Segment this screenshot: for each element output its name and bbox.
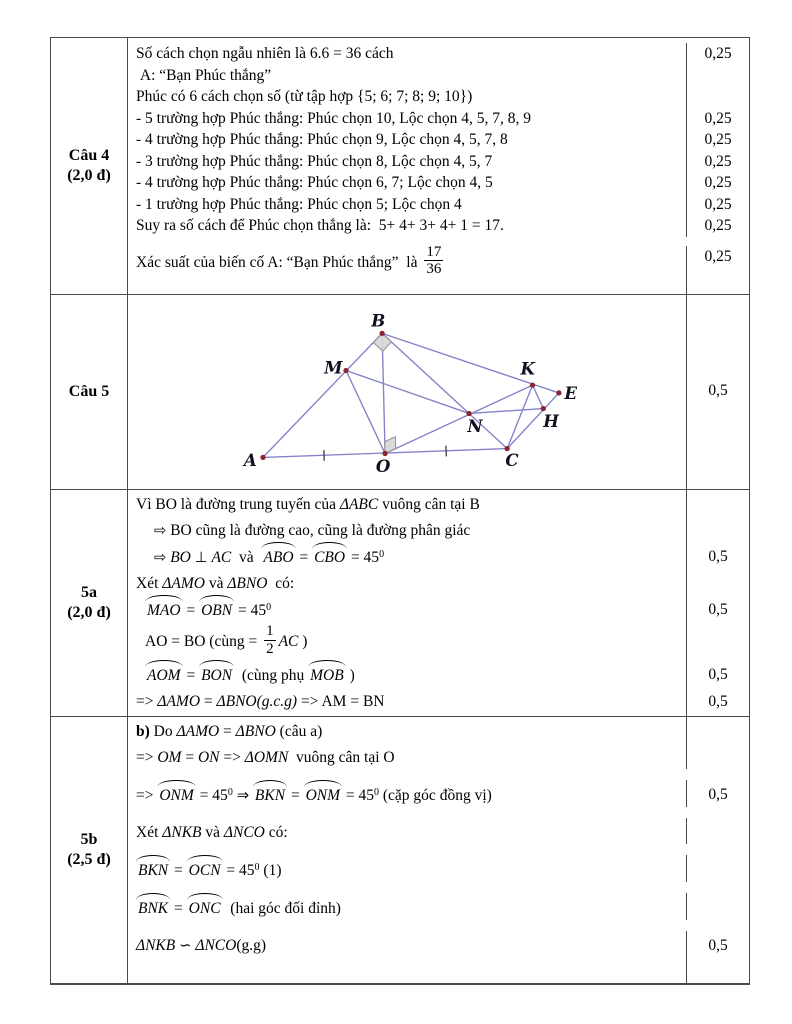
text-token: (hai góc đối đỉnh) (222, 899, 341, 917)
point-value: 0,5 (686, 780, 749, 807)
point-value (686, 893, 749, 920)
math-symbol: ∽ (179, 936, 192, 954)
angle-hat: ABO (261, 545, 295, 569)
point-label-A: A (243, 450, 257, 471)
question-label: Câu 4 (68, 147, 110, 164)
line-text (128, 595, 686, 622)
point-value: 0,5 (686, 660, 749, 687)
point-dot-M (343, 368, 348, 373)
angle-hat: BNK (136, 896, 170, 920)
line-text (128, 129, 686, 151)
content-line (128, 595, 749, 622)
point-value: 0,25 (686, 108, 749, 130)
fraction (424, 244, 443, 279)
math-italic: ΔABC (339, 496, 379, 513)
math-italic: ΔBNO (235, 722, 276, 740)
math-italic: ΔNKB (136, 936, 176, 954)
point-label-H: H (543, 411, 559, 432)
figure-segment-KH (533, 385, 544, 408)
point-label-B: B (371, 310, 386, 331)
content-line (128, 542, 749, 569)
superscript-degree: 0 (266, 602, 272, 613)
math-italic: ΔNCO (195, 936, 237, 954)
point-value (686, 855, 749, 882)
figure-segment-OK (385, 385, 532, 453)
angle-hat: MAO (145, 598, 183, 622)
line-text (128, 542, 686, 569)
filler-line (128, 280, 749, 294)
text-token: = (200, 692, 217, 710)
content-line (128, 893, 749, 920)
text-token: Số cách chọn ngẫu nhiên là 6.6 = 36 cách (136, 45, 394, 62)
point-value: 0,25 (686, 194, 749, 216)
text-token: = 45 (234, 602, 267, 619)
angle-hat: ONM (157, 783, 195, 807)
line-text (128, 43, 686, 65)
line-text (128, 660, 686, 687)
text-token: = (219, 722, 236, 740)
text-token: vuông cân tại O (288, 748, 395, 766)
filler-point (686, 957, 749, 983)
point-dot-A (260, 455, 265, 460)
filler-text (128, 957, 686, 983)
line-text (128, 86, 686, 108)
superscript-degree: 0 (227, 786, 233, 798)
text-token: (g.g) (236, 936, 267, 954)
line-text (128, 717, 686, 743)
text-token: và (231, 549, 262, 566)
right-angle-mark-O (385, 437, 396, 454)
filler-text (128, 713, 686, 716)
geometry-figure (136, 295, 682, 486)
content-line (128, 215, 749, 237)
point-value (686, 490, 749, 516)
line-text (128, 516, 686, 542)
text-token: = 45 (195, 786, 228, 804)
point-value: 0,25 (686, 151, 749, 173)
point-value (686, 569, 749, 595)
content-line (128, 855, 749, 882)
line-text (128, 780, 686, 807)
fraction-denominator: 2 (266, 640, 274, 657)
line-text (128, 194, 686, 216)
angle-hat: OCN (187, 858, 223, 882)
point-value (686, 743, 749, 769)
math-italic: BO (170, 549, 191, 566)
content-line (128, 43, 749, 65)
math-italic: ΔAMO (157, 692, 201, 710)
figure-container (128, 295, 686, 486)
filler-line (128, 713, 749, 716)
fraction-denominator: 36 (426, 261, 442, 278)
implies-arrow-icon: ⇨ (154, 549, 167, 566)
text-token: (câu a) (275, 722, 323, 740)
content-line (128, 65, 749, 87)
text-token: và (201, 823, 224, 841)
filler-point (686, 713, 749, 716)
point-label-K: K (520, 358, 535, 379)
question-label-cell (51, 38, 128, 294)
math-italic: ΔNKB (162, 823, 202, 841)
content-line (128, 516, 749, 542)
text-token: (cặp góc đồng vị) (379, 786, 492, 804)
point-value (686, 65, 749, 87)
section-body (128, 295, 749, 489)
line-text (128, 569, 686, 595)
line-text (128, 65, 686, 87)
text-token: = (182, 666, 200, 684)
question-label-cell (51, 717, 128, 983)
point-value (686, 818, 749, 844)
line-text (128, 215, 686, 237)
text-token: Vì BO là đường trung tuyến của (136, 496, 340, 513)
line-text (128, 172, 686, 194)
figure-segment-BC (382, 333, 507, 448)
implies-arrow-icon: ⇨ (154, 522, 167, 539)
section-body (128, 38, 749, 294)
line-text (128, 622, 686, 660)
angle-hat: AOM (145, 663, 183, 687)
point-value: 0,5 (686, 687, 749, 713)
point-value: 0,25 (686, 172, 749, 194)
content-line (128, 660, 749, 687)
point-dot-K (530, 382, 535, 387)
point-value: 0,5 (686, 295, 749, 486)
point-value (686, 717, 749, 743)
point-dot-B (380, 331, 385, 336)
math-italic: ΔBNO (227, 575, 268, 592)
text-token: Do (149, 722, 177, 740)
figure-segment-MN (346, 370, 469, 413)
angle-hat: CBO (312, 545, 347, 569)
point-label-N: N (467, 416, 483, 437)
line-text (128, 893, 686, 920)
line-text (128, 743, 686, 769)
text-token: A: “Bạn Phúc thắng” (136, 66, 272, 84)
text-token: = (182, 602, 200, 619)
text-token: Xác suất của biến cố A: “Bạn Phúc thắng” là (136, 253, 422, 271)
math-italic: AC (211, 549, 232, 566)
math-italic: ΔAMO (162, 575, 205, 592)
math-italic: ΔOMN (244, 748, 289, 766)
text-token: có: (264, 823, 288, 841)
filler-point (686, 486, 749, 489)
point-value (686, 86, 749, 108)
filler-point (686, 280, 749, 294)
point-value: 0,5 (686, 542, 749, 569)
text-token: => (136, 748, 158, 766)
text-token: = 45 (342, 786, 375, 804)
point-value: 0,25 (686, 215, 749, 237)
angle-hat: BKN (136, 858, 170, 882)
text-token: Phúc có 6 cách chọn số (từ tập hợp {5; 6; 7; 8; 9; 10}) (136, 88, 473, 105)
content-line (128, 717, 749, 743)
text-token: (cùng phụ (234, 666, 309, 684)
angle-hat: MOB (308, 663, 346, 687)
filler-line (128, 957, 749, 983)
point-label-C: C (505, 450, 519, 471)
content-line (128, 194, 749, 216)
text-token: = (181, 748, 198, 766)
question-points-label: (2,5 đ) (67, 850, 111, 868)
filler-line (128, 486, 749, 489)
text-token: có: (267, 575, 295, 592)
text-token: và (204, 575, 228, 592)
text-token: - 3 trường hợp Phúc thắng: Phúc chọn 8, Lộc chọn 4, 5, 7 (136, 152, 493, 170)
point-value: 0,5 (686, 595, 749, 622)
point-value (686, 622, 749, 660)
line-text (128, 490, 686, 516)
text-token: = (170, 861, 187, 879)
filler-text (128, 486, 686, 489)
content-line (128, 780, 749, 807)
text-token: ) (345, 666, 355, 684)
line-text (128, 818, 686, 844)
point-value: 0,25 (686, 129, 749, 151)
text-token: => AM = BN (297, 692, 385, 710)
text-token: AO = BO (cùng = (145, 632, 262, 650)
content-line (128, 687, 749, 713)
content-line (128, 490, 749, 516)
section-5a (51, 490, 749, 717)
line-text (128, 108, 686, 130)
angle-hat: ONC (187, 896, 223, 920)
question-label-cell (51, 295, 128, 489)
text-token: BO cũng là đường cao, cũng là đường phân giác (166, 522, 471, 539)
content-line (128, 569, 749, 595)
math-italic: ΔBNO (216, 692, 257, 710)
text-token: Xét (136, 575, 163, 592)
angle-hat: OBN (199, 598, 234, 622)
line-text (128, 687, 686, 713)
question-label: Câu 5 (68, 383, 110, 400)
angle-hat: BKN (253, 783, 287, 807)
content-line (128, 129, 749, 151)
angle-hat: BON (199, 663, 234, 687)
text-token: = (295, 549, 313, 566)
content-line (128, 243, 749, 281)
line-text (128, 931, 686, 957)
math-italic: ON (197, 748, 220, 766)
content-line (128, 622, 749, 660)
line-text (128, 151, 686, 173)
math-italic: AC (278, 632, 299, 650)
point-dot-E (556, 390, 561, 395)
text-token: = (287, 786, 304, 804)
text-token: = 45 (347, 549, 380, 566)
point-label-E: E (564, 382, 577, 403)
question-points-label: (2,0 đ) (67, 167, 111, 184)
text-token: Suy ra số cách để Phúc chọn thắng là: 5+ 4+ 3+ 4+ 1 = 17. (136, 217, 504, 234)
point-value (686, 516, 749, 542)
line-text (128, 855, 686, 882)
text-token: => (136, 786, 158, 804)
line-text (128, 243, 686, 281)
text-token: => (136, 692, 158, 710)
text-token: - 4 trường hợp Phúc thắng: Phúc chọn 6, 7; Lộc chọn 4, 5 (136, 174, 493, 191)
angle-hat: ONM (304, 783, 342, 807)
point-value: 0,25 (686, 43, 749, 65)
superscript-degree: 0 (254, 861, 260, 873)
question-points-label: (2,0 đ) (67, 603, 111, 621)
point-value: 0,25 (686, 246, 749, 281)
math-symbol: ⇒ (236, 786, 250, 804)
figure-segment-MO (346, 370, 385, 453)
content-line (128, 172, 749, 194)
filler-text (128, 280, 686, 294)
point-value: 0,5 (686, 931, 749, 957)
math-italic: OM (157, 748, 182, 766)
answer-table (50, 37, 750, 985)
figure-segment-AB (263, 333, 382, 457)
question-label: 5a (81, 583, 97, 601)
section-cau5 (51, 295, 749, 490)
content-line (128, 743, 749, 769)
section-5b (51, 717, 749, 983)
math-italic: (g.c.g) (256, 692, 298, 710)
question-label-cell (51, 490, 128, 716)
superscript-degree: 0 (379, 549, 385, 560)
superscript-degree: 0 (374, 786, 380, 798)
fraction-numerator: 1 (266, 623, 274, 639)
bold-token: b) (136, 722, 150, 740)
math-italic: ΔNCO (223, 823, 265, 841)
content-line (128, 108, 749, 130)
text-token: - 4 trường hợp Phúc thắng: Phúc chọn 9, Lộc chọn 4, 5, 7, 8 (136, 131, 508, 148)
content-line (128, 931, 749, 957)
text-token: ) (298, 632, 308, 650)
content-line (128, 86, 749, 108)
text-token: Xét (136, 823, 163, 841)
text-token: - 5 trường hợp Phúc thắng: Phúc chọn 10, Lộc chọn 4, 5, 7, 8, 9 (136, 109, 532, 127)
figure-row (128, 295, 749, 486)
section-cau4 (51, 38, 749, 295)
text-token: = 45 (222, 861, 255, 879)
point-label-O: O (375, 456, 391, 477)
math-symbol: ⊥ (194, 549, 208, 566)
text-token: vuông cân tại B (378, 496, 480, 513)
text-token: = (170, 899, 187, 917)
section-body (128, 490, 749, 716)
question-label: 5b (80, 830, 98, 848)
fraction-numerator: 17 (426, 243, 442, 260)
fraction (264, 623, 276, 658)
point-label-M: M (324, 357, 343, 378)
math-italic: ΔAMO (176, 722, 220, 740)
text-token: - 1 trường hợp Phúc thắng: Phúc chọn 5; Lộc chọn 4 (136, 195, 462, 213)
text-token: (1) (259, 861, 282, 879)
content-line (128, 818, 749, 844)
content-line (128, 151, 749, 173)
text-token: => (219, 748, 245, 766)
section-body (128, 717, 749, 983)
